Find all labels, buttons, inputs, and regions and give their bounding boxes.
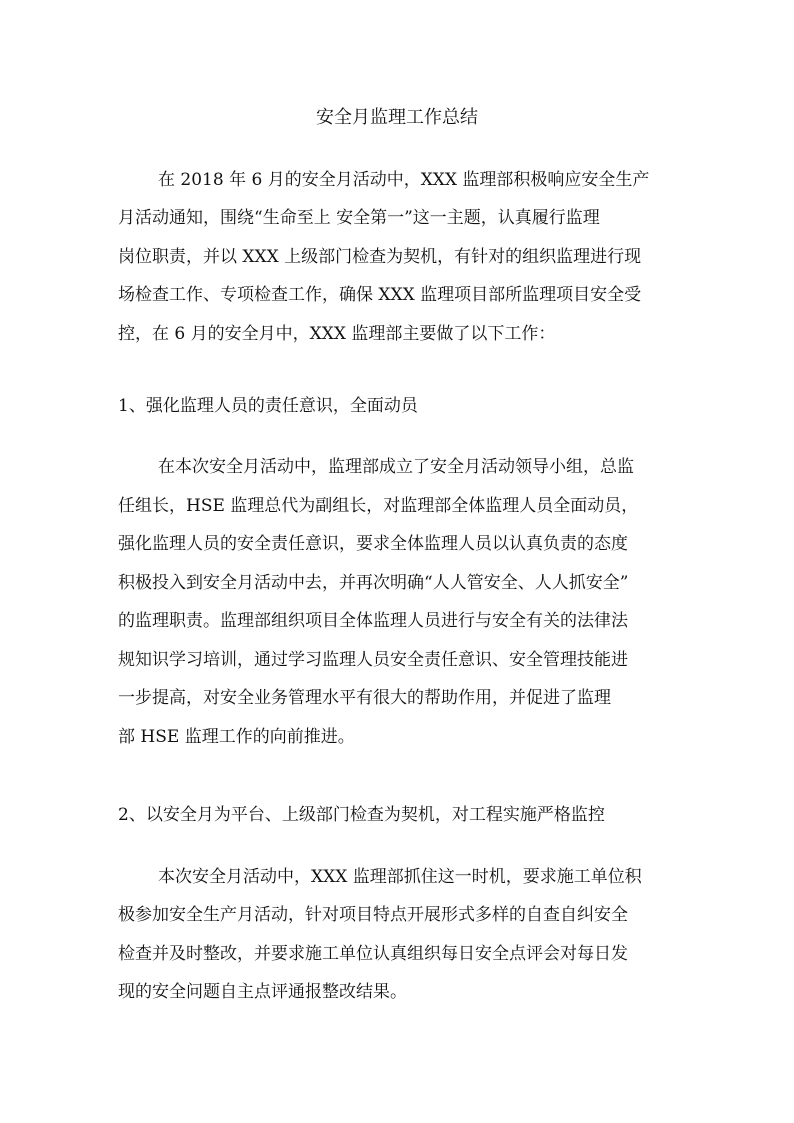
paragraph-3-line-4: 现的安全问题自主点评通报整改结果。 (118, 982, 407, 1002)
paragraph-2-line-4: 积极投入到安全月活动中去，并再次明确“人人管安全、人人抓安全” (118, 573, 629, 593)
paragraph-3-line-1: 本次安全月活动中，XXX 监理部抓住这一时机，要求施工单位积 (158, 867, 642, 887)
paragraph-1-line-4: 场检查工作、专项检查工作，确保 XXX 监理项目部所监理项目安全受 (118, 285, 642, 305)
paragraph-2-line-1: 在本次安全月活动中，监理部成立了安全月活动领导小组，总监 (158, 457, 634, 477)
paragraph-3-line-2: 极参加安全生产月活动，针对项目特点开展形式多样的自查自纠安全 (118, 905, 628, 925)
paragraph-2-line-8: 部 HSE 监理工作的向前推进。 (118, 727, 355, 747)
paragraph-1-line-3: 岗位职责，并以 XXX 上级部门检查为契机，有针对的组织监理进行现 (118, 247, 642, 267)
paragraph-2-line-5: 的监理职责。监理部组织项目全体监理人员进行与安全有关的法律法 (118, 611, 628, 631)
paragraph-2-line-2: 任组长，HSE 监理总代为副组长，对监理部全体监理人员全面动员， (118, 496, 639, 516)
paragraph-2-line-7: 一步提高，对安全业务管理水平有很大的帮助作用，并促进了监理 (118, 688, 611, 708)
section-heading-1: 1、强化监理人员的责任意识，全面动员 (118, 396, 418, 416)
paragraph-3-line-3: 检查并及时整改，并要求施工单位认真组织每日安全点评会对每日发 (118, 944, 628, 964)
paragraph-2-line-6: 规知识学习培训，通过学习监理人员安全责任意识、安全管理技能进 (118, 650, 628, 670)
paragraph-1-line-1: 在 2018 年 6 月的安全月活动中，XXX 监理部积极响应安全生产 (158, 170, 650, 190)
paragraph-2-line-3: 强化监理人员的安全责任意识，要求全体监理人员以认真负责的态度 (118, 534, 628, 554)
section-heading-2: 2、以安全月为平台、上级部门检查为契机，对工程实施严格监控 (118, 805, 605, 825)
document-title: 安全月监理工作总结 (316, 107, 478, 128)
paragraph-1-line-5: 控，在 6 月的安全月中，XXX 监理部主要做了以下工作： (118, 324, 556, 344)
paragraph-1-line-2: 月活动通知，围绕“生命至上 安全第一”这一主题，认真履行监理 (118, 208, 600, 228)
